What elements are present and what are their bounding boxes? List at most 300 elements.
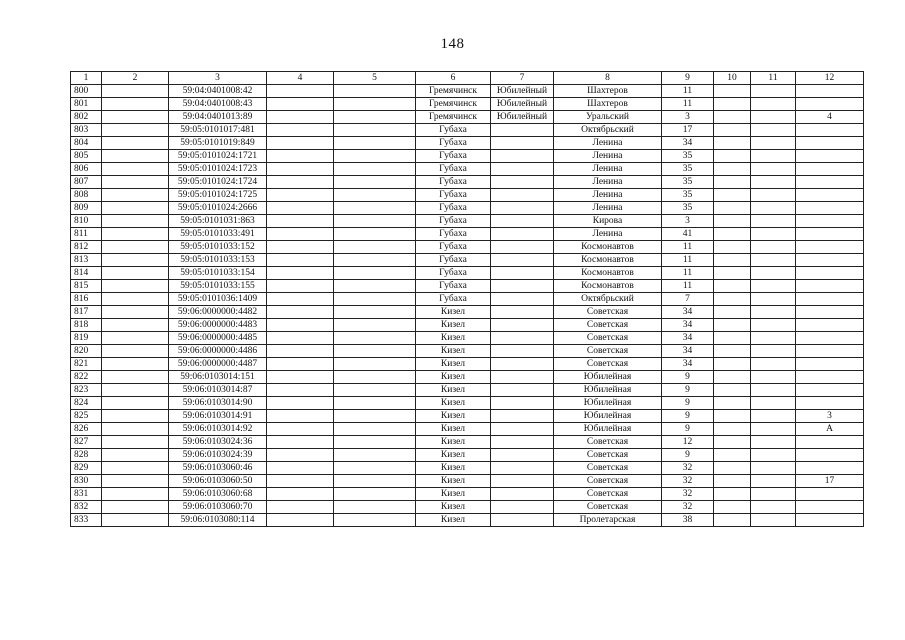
table-cell: [267, 189, 334, 202]
table-cell: 805: [71, 150, 102, 163]
table-cell: [267, 137, 334, 150]
table-cell: 820: [71, 345, 102, 358]
table-row: [71, 475, 864, 488]
table-cell: 34: [662, 358, 714, 371]
table-cell: Кизел: [416, 462, 491, 475]
table-cell: [796, 241, 864, 254]
table-cell: Кизел: [416, 358, 491, 371]
table-cell: [751, 228, 796, 241]
table-row: [71, 137, 864, 150]
table-cell: Гремячинск: [416, 111, 491, 124]
table-cell: [796, 345, 864, 358]
table-cell: 12: [662, 436, 714, 449]
table-cell: 818: [71, 319, 102, 332]
table-cell: [491, 215, 554, 228]
table-cell: [334, 306, 416, 319]
table-row: [71, 358, 864, 371]
table-row: [71, 371, 864, 384]
table-cell: [334, 241, 416, 254]
table-row: [71, 410, 864, 423]
table-cell: [267, 358, 334, 371]
table-cell: 825: [71, 410, 102, 423]
table-cell: [267, 436, 334, 449]
column-header: 5: [334, 72, 416, 85]
table-cell: 59:05:0101024:1725: [169, 189, 267, 202]
table-cell: Ленина: [554, 202, 662, 215]
table-cell: 59:04:0401008:43: [169, 98, 267, 111]
table-cell: [102, 267, 169, 280]
table-cell: 35: [662, 150, 714, 163]
table-cell: 32: [662, 462, 714, 475]
table-cell: [751, 215, 796, 228]
table-cell: [796, 358, 864, 371]
table-cell: Ленина: [554, 163, 662, 176]
table-cell: [267, 98, 334, 111]
table-cell: [267, 345, 334, 358]
table-cell: Губаха: [416, 254, 491, 267]
table-cell: [714, 150, 751, 163]
table-cell: [334, 98, 416, 111]
table-cell: [102, 98, 169, 111]
table-cell: Кизел: [416, 423, 491, 436]
table-cell: Юбилейный: [491, 85, 554, 98]
table-cell: Кизел: [416, 475, 491, 488]
table-cell: [334, 475, 416, 488]
table-cell: 3: [796, 410, 864, 423]
table-cell: 833: [71, 514, 102, 527]
table-cell: 59:06:0000000:4482: [169, 306, 267, 319]
table-cell: [267, 423, 334, 436]
table-cell: [714, 514, 751, 527]
table-cell: 32: [662, 475, 714, 488]
table-cell: [102, 384, 169, 397]
table-cell: [102, 241, 169, 254]
table-row: [71, 176, 864, 189]
table-cell: [751, 124, 796, 137]
table-cell: Советская: [554, 475, 662, 488]
table-cell: 827: [71, 436, 102, 449]
table-cell: 17: [796, 475, 864, 488]
table-cell: [334, 202, 416, 215]
table-cell: [491, 137, 554, 150]
table-cell: [714, 85, 751, 98]
table-cell: [714, 358, 751, 371]
table-row: [71, 306, 864, 319]
table-row: [71, 85, 864, 98]
table-cell: 59:06:0103014:92: [169, 423, 267, 436]
table-cell: Ленина: [554, 176, 662, 189]
table-cell: [491, 514, 554, 527]
table-cell: [491, 176, 554, 189]
table-cell: [334, 332, 416, 345]
table-cell: [334, 501, 416, 514]
table-cell: [796, 202, 864, 215]
table-cell: Кизел: [416, 319, 491, 332]
table-cell: 59:04:0401013:89: [169, 111, 267, 124]
table-cell: [751, 267, 796, 280]
table-cell: [102, 514, 169, 527]
table-cell: 34: [662, 137, 714, 150]
table-cell: Кизел: [416, 488, 491, 501]
table-cell: 11: [662, 254, 714, 267]
table-row: [71, 436, 864, 449]
table-cell: 830: [71, 475, 102, 488]
table-cell: Октябрьский: [554, 293, 662, 306]
table-cell: 811: [71, 228, 102, 241]
table-cell: [751, 306, 796, 319]
table-cell: [796, 85, 864, 98]
table-cell: [714, 124, 751, 137]
table-cell: 59:05:0101033:153: [169, 254, 267, 267]
table-cell: 11: [662, 241, 714, 254]
table-cell: [714, 449, 751, 462]
table-cell: Губаха: [416, 267, 491, 280]
table-cell: [334, 293, 416, 306]
table-cell: [267, 124, 334, 137]
table-cell: [714, 319, 751, 332]
table-row: [71, 163, 864, 176]
table-cell: [334, 384, 416, 397]
table-cell: [751, 462, 796, 475]
table-cell: [102, 397, 169, 410]
table-cell: Юбилейный: [491, 98, 554, 111]
table-cell: 7: [662, 293, 714, 306]
table-cell: [267, 384, 334, 397]
table-cell: 11: [662, 98, 714, 111]
table-cell: Губаха: [416, 202, 491, 215]
table-cell: 801: [71, 98, 102, 111]
table-cell: [102, 215, 169, 228]
table-cell: [334, 462, 416, 475]
column-header: 9: [662, 72, 714, 85]
table-cell: 59:05:0101017:481: [169, 124, 267, 137]
table-cell: [491, 189, 554, 202]
table-cell: [334, 85, 416, 98]
table-cell: [796, 462, 864, 475]
page-number: 148: [440, 36, 465, 52]
table-cell: [714, 280, 751, 293]
table-cell: [714, 267, 751, 280]
table-cell: [751, 98, 796, 111]
table-row: [71, 150, 864, 163]
table-row: [71, 111, 864, 124]
table-cell: [751, 280, 796, 293]
table-cell: [751, 293, 796, 306]
table-cell: Ленина: [554, 189, 662, 202]
table-cell: 824: [71, 397, 102, 410]
table-cell: [334, 449, 416, 462]
table-cell: [714, 371, 751, 384]
table-row: [71, 488, 864, 501]
table-cell: [796, 215, 864, 228]
table-cell: Юбилейный: [491, 111, 554, 124]
table-cell: 59:05:0101033:491: [169, 228, 267, 241]
table-cell: Кизел: [416, 397, 491, 410]
table-cell: 59:06:0103060:70: [169, 501, 267, 514]
table-cell: [751, 488, 796, 501]
table-cell: [796, 501, 864, 514]
table-cell: [267, 501, 334, 514]
table-cell: 35: [662, 189, 714, 202]
table-cell: 34: [662, 319, 714, 332]
table-row: [71, 462, 864, 475]
table-cell: [102, 358, 169, 371]
table-cell: [102, 137, 169, 150]
table-cell: [102, 111, 169, 124]
table-cell: Кизел: [416, 514, 491, 527]
table-cell: 826: [71, 423, 102, 436]
table-cell: Губаха: [416, 163, 491, 176]
table-cell: 803: [71, 124, 102, 137]
table-cell: [751, 150, 796, 163]
table-cell: [102, 202, 169, 215]
table-cell: Губаха: [416, 137, 491, 150]
table-cell: [491, 306, 554, 319]
table-cell: [334, 410, 416, 423]
table-cell: 832: [71, 501, 102, 514]
table-cell: [491, 371, 554, 384]
table-cell: Кизел: [416, 306, 491, 319]
table-cell: [267, 306, 334, 319]
table-cell: 59:04:0401008:42: [169, 85, 267, 98]
table-cell: 34: [662, 306, 714, 319]
table-cell: Советская: [554, 501, 662, 514]
table-cell: Кизел: [416, 332, 491, 345]
table-cell: 59:06:0103014:151: [169, 371, 267, 384]
table-cell: [267, 319, 334, 332]
table-cell: [334, 215, 416, 228]
table-cell: Советская: [554, 436, 662, 449]
table-cell: [334, 124, 416, 137]
table-cell: Гремячинск: [416, 98, 491, 111]
registry-table: [70, 71, 864, 527]
table-cell: [714, 384, 751, 397]
table-cell: [491, 163, 554, 176]
table-cell: [751, 137, 796, 150]
table-cell: 810: [71, 215, 102, 228]
table-cell: Юбилейная: [554, 371, 662, 384]
table-cell: 41: [662, 228, 714, 241]
table-cell: 35: [662, 176, 714, 189]
table-cell: [267, 475, 334, 488]
table-cell: 800: [71, 85, 102, 98]
table-cell: 804: [71, 137, 102, 150]
table-cell: [796, 98, 864, 111]
table-cell: [714, 241, 751, 254]
table-cell: [334, 514, 416, 527]
table-cell: [102, 124, 169, 137]
table-cell: [714, 163, 751, 176]
table-cell: Советская: [554, 449, 662, 462]
table-cell: [491, 501, 554, 514]
table-cell: 11: [662, 85, 714, 98]
table-cell: [491, 397, 554, 410]
table-cell: [267, 254, 334, 267]
table-cell: [714, 202, 751, 215]
table-row: [71, 501, 864, 514]
table-cell: [334, 319, 416, 332]
column-header: 12: [796, 72, 864, 85]
table-cell: [751, 358, 796, 371]
table-cell: Советская: [554, 462, 662, 475]
table-cell: 59:06:0103024:36: [169, 436, 267, 449]
table-cell: [102, 423, 169, 436]
table-cell: [491, 449, 554, 462]
table-cell: Юбилейная: [554, 384, 662, 397]
table-cell: 813: [71, 254, 102, 267]
table-cell: 59:05:0101033:155: [169, 280, 267, 293]
table-body: [71, 72, 864, 527]
table-cell: Кизел: [416, 501, 491, 514]
table-cell: [796, 436, 864, 449]
table-cell: 815: [71, 280, 102, 293]
table-cell: Космонавтов: [554, 267, 662, 280]
table-cell: [267, 293, 334, 306]
table-cell: [796, 488, 864, 501]
table-cell: [796, 228, 864, 241]
table-cell: 814: [71, 267, 102, 280]
table-cell: [796, 397, 864, 410]
table-row: [71, 267, 864, 280]
table-cell: 3: [662, 111, 714, 124]
table-cell: Губаха: [416, 176, 491, 189]
table-cell: [714, 111, 751, 124]
table-cell: 59:05:0101024:1723: [169, 163, 267, 176]
table-cell: 59:05:0101024:2666: [169, 202, 267, 215]
table-row: [71, 202, 864, 215]
table-cell: [796, 267, 864, 280]
table-cell: Юбилейная: [554, 410, 662, 423]
table-cell: [102, 501, 169, 514]
table-cell: [751, 436, 796, 449]
table-cell: [102, 462, 169, 475]
table-row: [71, 228, 864, 241]
table-cell: [796, 280, 864, 293]
table-row: [71, 449, 864, 462]
table-cell: [334, 358, 416, 371]
table-cell: [491, 345, 554, 358]
table-cell: [102, 228, 169, 241]
table-cell: Кизел: [416, 449, 491, 462]
table-cell: 822: [71, 371, 102, 384]
table-cell: 59:05:0101031:863: [169, 215, 267, 228]
table-cell: Губаха: [416, 124, 491, 137]
table-cell: 821: [71, 358, 102, 371]
column-header: 2: [102, 72, 169, 85]
table-cell: 819: [71, 332, 102, 345]
table-cell: [267, 371, 334, 384]
table-cell: [334, 163, 416, 176]
table-cell: [796, 293, 864, 306]
table-cell: [267, 150, 334, 163]
table-cell: 829: [71, 462, 102, 475]
table-cell: [751, 410, 796, 423]
table-cell: [751, 423, 796, 436]
table-cell: [491, 436, 554, 449]
table-cell: [334, 267, 416, 280]
table-cell: Губаха: [416, 189, 491, 202]
table-cell: [102, 176, 169, 189]
table-cell: Космонавтов: [554, 254, 662, 267]
table-cell: [751, 241, 796, 254]
table-cell: [267, 410, 334, 423]
table-cell: 59:05:0101024:1721: [169, 150, 267, 163]
table-cell: [714, 98, 751, 111]
table-cell: [267, 332, 334, 345]
table-cell: [714, 293, 751, 306]
table-cell: [491, 488, 554, 501]
table-cell: [491, 410, 554, 423]
table-row: [71, 189, 864, 202]
table-cell: [796, 384, 864, 397]
table-cell: [714, 306, 751, 319]
table-cell: 9: [662, 397, 714, 410]
table-cell: [102, 254, 169, 267]
table-cell: 9: [662, 384, 714, 397]
column-header: 8: [554, 72, 662, 85]
table-cell: [334, 280, 416, 293]
table-cell: Губаха: [416, 215, 491, 228]
table-cell: 59:05:0101036:1409: [169, 293, 267, 306]
table-cell: [102, 163, 169, 176]
table-cell: 59:06:0103024:39: [169, 449, 267, 462]
table-cell: 34: [662, 332, 714, 345]
table-cell: Кизел: [416, 436, 491, 449]
table-cell: 816: [71, 293, 102, 306]
table-cell: [267, 241, 334, 254]
table-cell: 3: [662, 215, 714, 228]
table-cell: [714, 397, 751, 410]
table-cell: [491, 267, 554, 280]
table-cell: [491, 150, 554, 163]
table-row: [71, 332, 864, 345]
table-cell: 831: [71, 488, 102, 501]
table-row: [71, 514, 864, 527]
table-row: [71, 384, 864, 397]
table-cell: 9: [662, 449, 714, 462]
table-cell: 11: [662, 267, 714, 280]
table-cell: [267, 488, 334, 501]
table-cell: 59:06:0103060:46: [169, 462, 267, 475]
table-cell: [267, 111, 334, 124]
table-cell: [751, 85, 796, 98]
table-cell: [267, 514, 334, 527]
table-cell: [796, 137, 864, 150]
table-cell: Советская: [554, 358, 662, 371]
table-cell: [714, 501, 751, 514]
table-cell: [491, 319, 554, 332]
table-cell: Губаха: [416, 280, 491, 293]
table-row: [71, 215, 864, 228]
table-cell: 35: [662, 163, 714, 176]
table-cell: [714, 410, 751, 423]
table-cell: [714, 423, 751, 436]
table-cell: [267, 449, 334, 462]
table-cell: [334, 423, 416, 436]
table-cell: [714, 137, 751, 150]
table-cell: 59:06:0000000:4486: [169, 345, 267, 358]
table-cell: [714, 462, 751, 475]
table-header-row: [71, 72, 864, 85]
table-row: [71, 423, 864, 436]
table-cell: [751, 163, 796, 176]
table-cell: [796, 163, 864, 176]
table-cell: 34: [662, 345, 714, 358]
table-cell: [714, 345, 751, 358]
table-cell: Шахтеров: [554, 85, 662, 98]
table-cell: [796, 306, 864, 319]
table-cell: 32: [662, 488, 714, 501]
